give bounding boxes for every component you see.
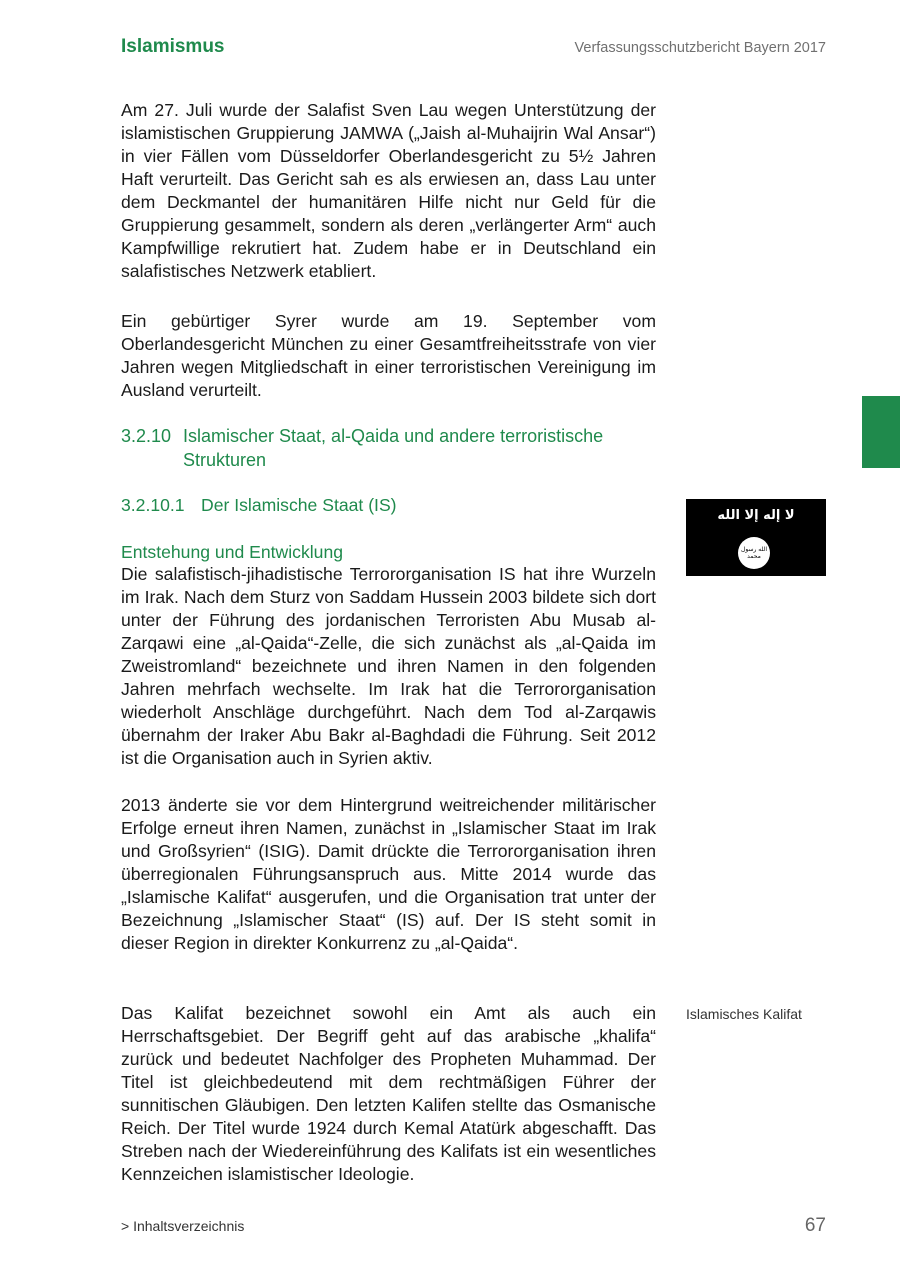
subsection-heading-3-2-10-1 <box>121 493 656 517</box>
sidenote-kalifat: Islamisches Kalifat <box>686 1006 802 1022</box>
flag-seal-text: الله رسول محمد <box>741 546 767 560</box>
subsection-number: 3.2.10.1 <box>121 495 185 515</box>
flag-seal <box>738 537 770 569</box>
page-number: 67 <box>804 1215 826 1236</box>
publication-title: Verfassungsschutzbericht Bayern 2017 <box>574 40 826 56</box>
subhead-entstehung: Entstehung und Entwicklung <box>121 542 344 562</box>
section-heading-line1: Islamischer Staat, al-Qaida und andere terroristische <box>183 426 604 446</box>
section-heading-3-2-10 <box>121 424 656 472</box>
section-number: 3.2.10 <box>121 426 172 446</box>
section-title: Islamismus <box>121 36 225 57</box>
toc-link[interactable]: > Inhaltsverzeichnis <box>121 1218 245 1234</box>
is-flag-image <box>686 499 826 576</box>
paragraph-sven-lau: Am 27. Juli wurde der Salafist Sven Lau wegen Unterstützung der islamistischen Gruppierung JAMWA („Jaish al-Muhaijrin Wal Ansar“) in vier Fällen vom Düsseldorfer Oberlandesgericht zu 5½ Jahren Haft verurteilt. Das Gericht sah es als erwiesen an, dass Lau unter dem Deckmantel der humanitären Hilfe nicht nur Geld für die Gruppierung gesammelt, sondern als deren „verlängerter Arm“ auch Kampfwillige rekrutiert hat. Zudem habe er in Deutschland ein salafistisches Netzwerk etabliert. <box>121 100 656 281</box>
paragraph-syrer: Ein gebürtiger Syrer wurde am 19. September vom Oberlandesgericht München zu einer Gesamtfreiheitsstrafe von vier Jahren wegen Mitgliedschaft in einer terroristischen Vereinigung im Ausland verurteilt. <box>121 311 656 400</box>
chapter-tab-marker <box>862 396 900 468</box>
section-heading-line2: Strukturen <box>183 450 267 470</box>
paragraph-entstehung: Die salafistisch-jihadistische Terrororganisation IS hat ihre Wurzeln im Irak. Nach dem Sturz von Saddam Hussein 2003 bildete sich dort unter der Führung des jordanischen Terroristen Abu Musab al-Zarqawi eine „al-Qaida“-Zelle, die sich zunächst als „al-Qaida im Zweistromland“ bezeichnete und ihren Namen in den folgenden Jahren mehrfach wechselte. Im Irak hat die Terrororganisation wiederholt Anschläge durchgeführt. Nach dem Tod al-Zarqawis übernahm der Iraker Abu Bakr al-Baghdadi die Führung. Seit 2012 ist die Organisation auch in Syrien aktiv. <box>121 564 656 768</box>
subsection-title: Der Islamische Staat (IS) <box>201 495 397 515</box>
paragraph-kalifat: Das Kalifat bezeichnet sowohl ein Amt als auch ein Herrschaftsgebiet. Der Begriff geht auf das arabische „khalifa“ zurück und bedeutet Nachfolger des Propheten Muhammad. Der Titel ist gleichbedeutend mit dem rechtmäßigen Führer der sunnitischen Gläubigen. Den letzten Kalifen stellte das Osmanische Reich. Der Titel wurde 1924 durch Kemal Atatürk abgeschafft. Das Streben nach der Wiedereinführung des Kalifats ist ein wesentliches Kennzeichen islamistischer Ideologie. <box>121 1003 656 1184</box>
flag-shahada-text: لا إله إلا الله <box>717 508 795 523</box>
paragraph-2013: 2013 änderte sie vor dem Hintergrund weitreichender militärischer Erfolge erneut ihren Namen, zunächst in „Islamischer Staat im Irak und Großsyrien“ (ISIG). Damit drückte die Terrororganisation ihren überregionalen Führungsanspruch aus. Mitte 2014 wurde das „Islamische Kalifat“ ausgerufen, und die Organisation trat unter der Bezeichnung „Islamischer Staat“ (IS) auf. Der IS steht somit in dieser Region in direkter Konkurrenz zu „al-Qaida“. <box>121 795 656 953</box>
